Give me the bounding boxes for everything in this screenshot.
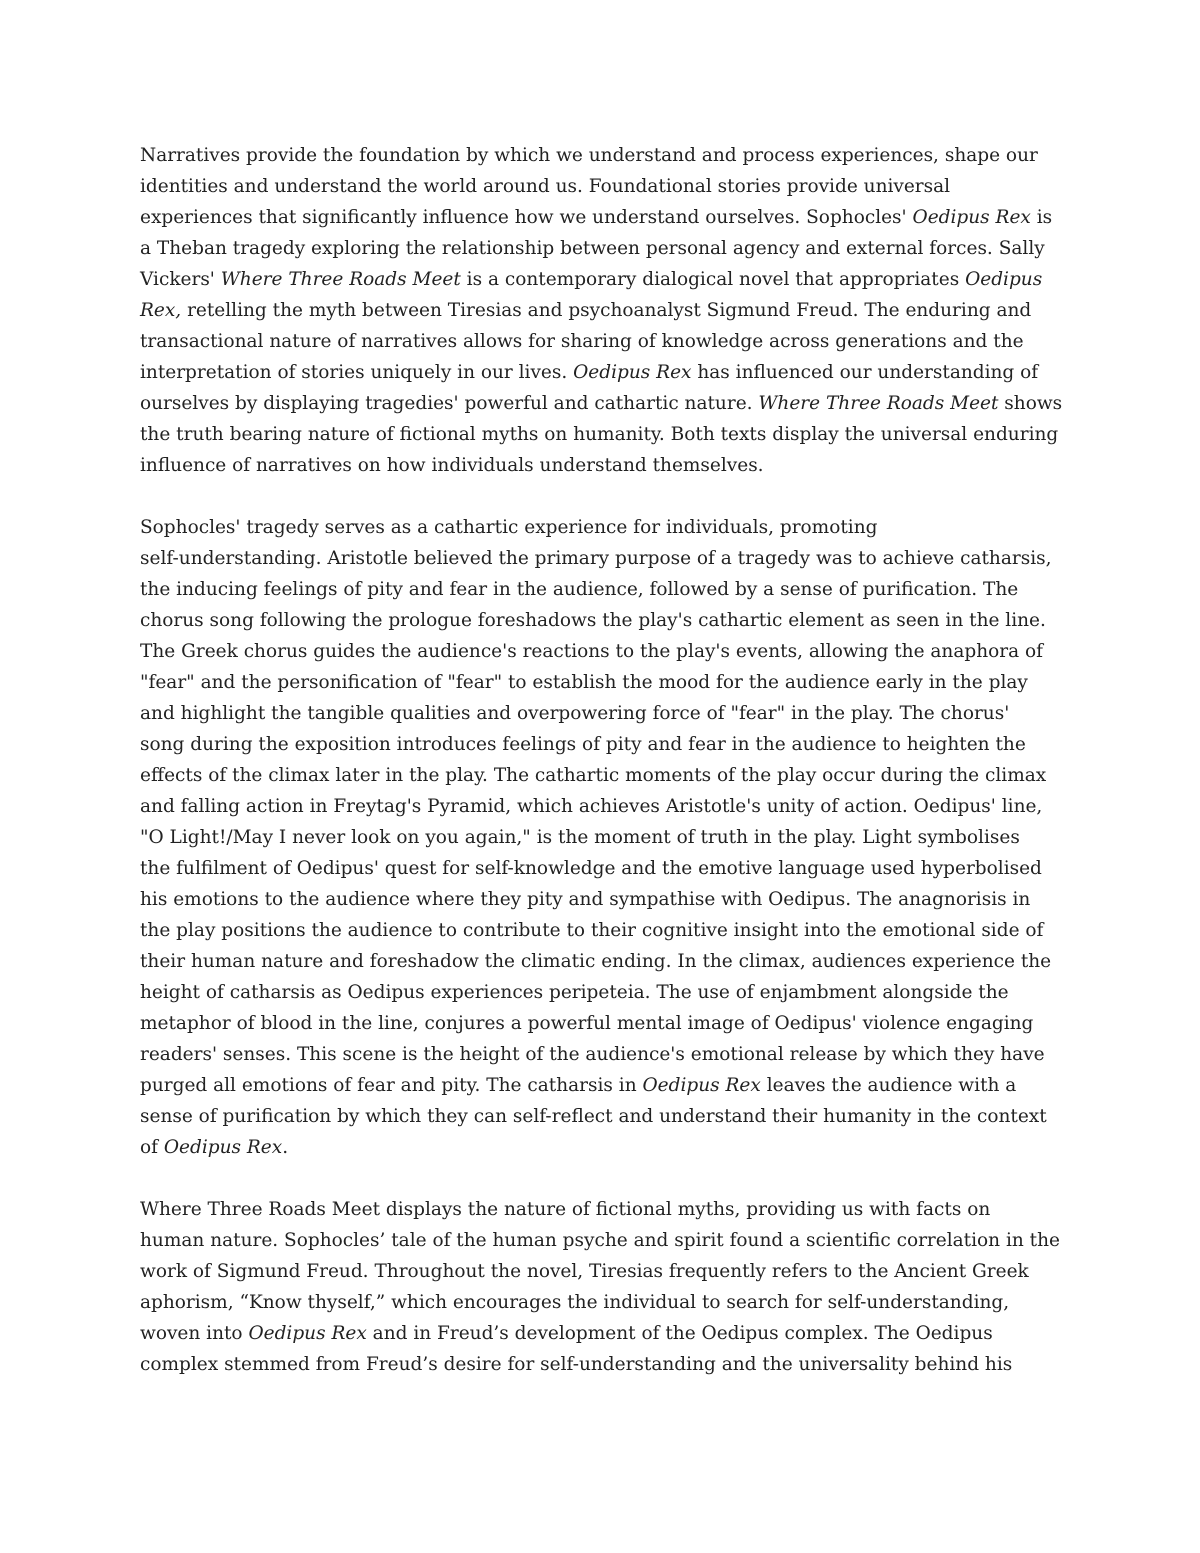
paragraph-2	[140, 512, 1064, 1163]
text-run: effects of the climax later in the play. The cathartic moments of the play occur during the climax	[140, 765, 1047, 786]
text-line	[140, 1101, 1064, 1132]
text-line	[140, 202, 1064, 233]
text-run: a Theban tragedy exploring the relationship between personal agency and external forces. Sally	[140, 238, 1045, 259]
text-line	[140, 915, 1064, 946]
text-run: his emotions to the audience where they pity and sympathise with Oedipus. The anagnorisis in	[140, 889, 1031, 910]
text-line	[140, 1287, 1064, 1318]
text-line	[140, 1132, 1064, 1163]
text-run: The Greek chorus guides the audience's reactions to the play's events, allowing the anaphora of	[140, 641, 1044, 662]
text-line	[140, 264, 1064, 295]
text-run: human nature. Sophocles’ tale of the human psyche and spirit found a scientific correlation in the	[140, 1230, 1060, 1251]
text-run: the fulfilment of Oedipus' quest for self-knowledge and the emotive language used hyperbolised	[140, 858, 1042, 879]
text-line	[140, 1194, 1064, 1225]
text-run: complex stemmed from Freud’s desire for self-understanding and the universality behind his	[140, 1354, 1013, 1375]
text-run: .	[282, 1137, 289, 1158]
text-line	[140, 512, 1064, 543]
text-line	[140, 884, 1064, 915]
text-line	[140, 667, 1064, 698]
text-run: is a contemporary dialogical novel that appropriates	[460, 269, 966, 290]
text-line	[140, 233, 1064, 264]
text-line	[140, 1225, 1064, 1256]
text-run: "O Light!/May I never look on you again," is the moment of truth in the play. Light symbolises	[140, 827, 1020, 848]
text-run: the play positions the audience to contribute to their cognitive insight into the emotional side of	[140, 920, 1044, 941]
text-line	[140, 1349, 1064, 1380]
text-line	[140, 1039, 1064, 1070]
text-run: and falling action in Freytag's Pyramid, which achieves Aristotle's unity of action. Oedipus' line,	[140, 796, 1043, 817]
text-run: sense of purification by which they can self-reflect and understand their humanity in the context	[140, 1106, 1047, 1127]
text-run: experiences that significantly influence how we understand ourselves. Sophocles'	[140, 207, 913, 228]
text-run: leaves the audience with a	[760, 1075, 1017, 1096]
text-line	[140, 419, 1064, 450]
text-run: woven into	[140, 1323, 249, 1344]
text-run: Vickers'	[140, 269, 221, 290]
text-run: the truth bearing nature of fictional myths on humanity. Both texts display the universal enduring	[140, 424, 1059, 445]
text-run: the inducing feelings of pity and fear in the audience, followed by a sense of purification. The	[140, 579, 1019, 600]
text-run: self-understanding. Aristotle believed the primary purpose of a tragedy was to achieve catharsis,	[140, 548, 1052, 569]
text-line	[140, 140, 1064, 171]
italic-title: Oedipus	[965, 269, 1043, 290]
text-line	[140, 636, 1064, 667]
text-run: "fear" and the personification of "fear" to establish the mood for the audience early in the play	[140, 672, 1028, 693]
text-run: work of Sigmund Freud. Throughout the novel, Tiresias frequently refers to the Ancient Greek	[140, 1261, 1029, 1282]
text-run: of	[140, 1137, 164, 1158]
text-line	[140, 698, 1064, 729]
text-line	[140, 1256, 1064, 1287]
text-run: chorus song following the prologue foreshadows the play's cathartic element as seen in the line.	[140, 610, 1046, 631]
text-line	[140, 388, 1064, 419]
text-run: shows	[998, 393, 1063, 414]
text-line	[140, 357, 1064, 388]
text-run: song during the exposition introduces feelings of pity and fear in the audience to heighten the	[140, 734, 1026, 755]
paragraph-3	[140, 1194, 1064, 1380]
text-run: Sophocles' tragedy serves as a cathartic experience for individuals, promoting	[140, 517, 878, 538]
text-run: interpretation of stories uniquely in our lives.	[140, 362, 574, 383]
text-run: ourselves by displaying tragedies' powerful and cathartic nature.	[140, 393, 759, 414]
italic-title: Oedipus Rex	[163, 1137, 283, 1158]
italic-title: Rex,	[140, 300, 182, 321]
text-line	[140, 1008, 1064, 1039]
italic-title: Oedipus Rex	[912, 207, 1031, 228]
text-run: transactional nature of narratives allows for sharing of knowledge across generations and the	[140, 331, 1024, 352]
text-line	[140, 543, 1064, 574]
italic-title: Oedipus Rex	[573, 362, 692, 383]
text-line	[140, 1070, 1064, 1101]
text-line	[140, 605, 1064, 636]
text-run: metaphor of blood in the line, conjures a powerful mental image of Oedipus' violence engaging	[140, 1013, 1034, 1034]
text-run: readers' senses. This scene is the height of the audience's emotional release by which they have	[140, 1044, 1045, 1065]
text-run: height of catharsis as Oedipus experiences peripeteia. The use of enjambment alongside the	[140, 982, 1009, 1003]
text-run: aphorism, “Know thyself,” which encourages the individual to search for self-understanding,	[140, 1292, 1010, 1313]
document-body	[140, 140, 1064, 1380]
text-line	[140, 295, 1064, 326]
text-line	[140, 450, 1064, 481]
text-run: Where Three Roads Meet displays the nature of fictional myths, providing us with facts on	[140, 1199, 991, 1220]
text-line	[140, 946, 1064, 977]
text-line	[140, 574, 1064, 605]
italic-title: Where Three Roads Meet	[220, 269, 461, 290]
text-line	[140, 729, 1064, 760]
text-run: Narratives provide the foundation by which we understand and process experiences, shape our	[140, 145, 1038, 166]
text-line	[140, 760, 1064, 791]
italic-title: Oedipus Rex	[642, 1075, 761, 1096]
text-run: and highlight the tangible qualities and overpowering force of "fear" in the play. The chorus'	[140, 703, 1010, 724]
text-line	[140, 326, 1064, 357]
text-run: and in Freud’s development of the Oedipus complex. The Oedipus	[366, 1323, 993, 1344]
text-line	[140, 1318, 1064, 1349]
italic-title: Where Three Roads Meet	[758, 393, 999, 414]
text-run: influence of narratives on how individuals understand themselves.	[140, 455, 764, 476]
text-line	[140, 791, 1064, 822]
text-run: purged all emotions of fear and pity. The catharsis in	[140, 1075, 643, 1096]
text-line	[140, 171, 1064, 202]
text-run: their human nature and foreshadow the climatic ending. In the climax, audiences experience the	[140, 951, 1052, 972]
paragraph-1	[140, 140, 1064, 481]
text-line	[140, 853, 1064, 884]
text-run: has influenced our understanding of	[691, 362, 1039, 383]
text-run: retelling the myth between Tiresias and psychoanalyst Sigmund Freud. The enduring and	[181, 300, 1032, 321]
text-line	[140, 977, 1064, 1008]
text-line	[140, 822, 1064, 853]
italic-title: Oedipus Rex	[248, 1323, 367, 1344]
text-run: identities and understand the world around us. Foundational stories provide universal	[140, 176, 951, 197]
text-run: is	[1030, 207, 1053, 228]
